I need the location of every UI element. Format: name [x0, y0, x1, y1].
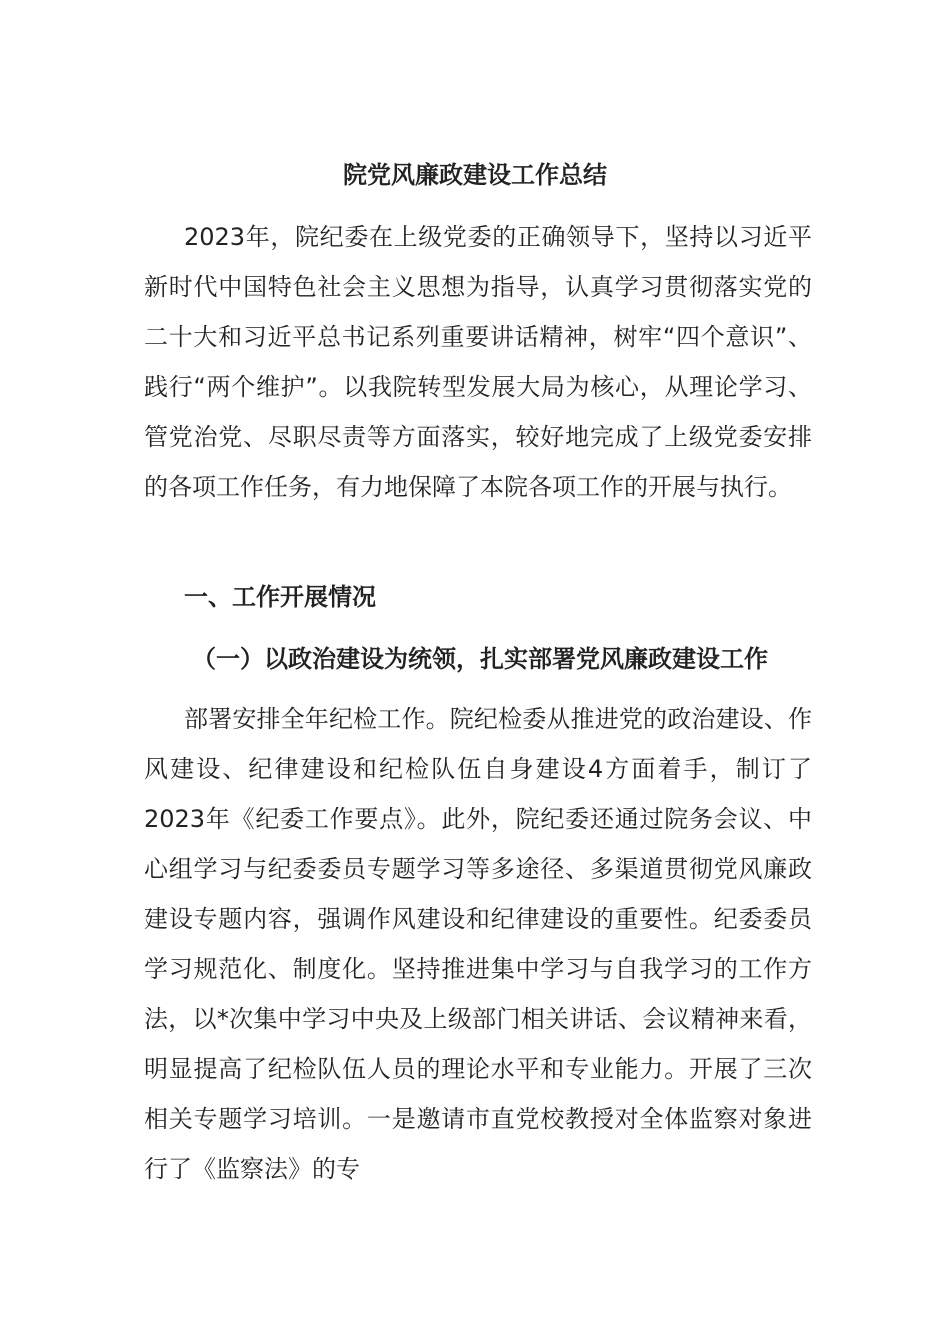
subsection-body-paragraph: 部署安排全年纪检工作。院纪检委从推进党的政治建设、作风建设、纪律建设和纪检队伍自身建设4方面着手，制订了2023年《纪委工作要点》。此外，院纪委还通过院务会议、中心组学习与纪委委员专题学习等多途径、多渠道贯彻党风廉政建设专题内容，强调作风建设和纪律建设的重要性。纪委委员学习规范化、制度化。坚持推进集中学习与自我学习的工作方法，以*次集中学习中央及上级部门相关讲话、会议精神来看，明显提高了纪检队伍人员的理论水平和专业能力。开展了三次相关专题学习培训。一是邀请市直党校教授对全体监察对象进行了《监察法》的专: [144, 705, 812, 1183]
section-heading: 一、工作开展情况: [184, 583, 376, 611]
document-title: 院党风廉政建设工作总结: [343, 161, 607, 189]
subsection-heading: （一）以政治建设为统领，扎实部署党风廉政建设工作: [192, 645, 768, 673]
intro-paragraph: 2023年，院纪委在上级党委的正确领导下，坚持以习近平新时代中国特色社会主义思想为指导，认真学习贯彻落实党的二十大和习近平总书记系列重要讲话精神，树牢“四个意识”、践行“两个维护”。以我院转型发展大局为核心，从理论学习、管党治党、尽职尽责等方面落实，较好地完成了上级党委安排的各项工作任务，有力地保障了本院各项工作的开展与执行。: [144, 223, 812, 501]
